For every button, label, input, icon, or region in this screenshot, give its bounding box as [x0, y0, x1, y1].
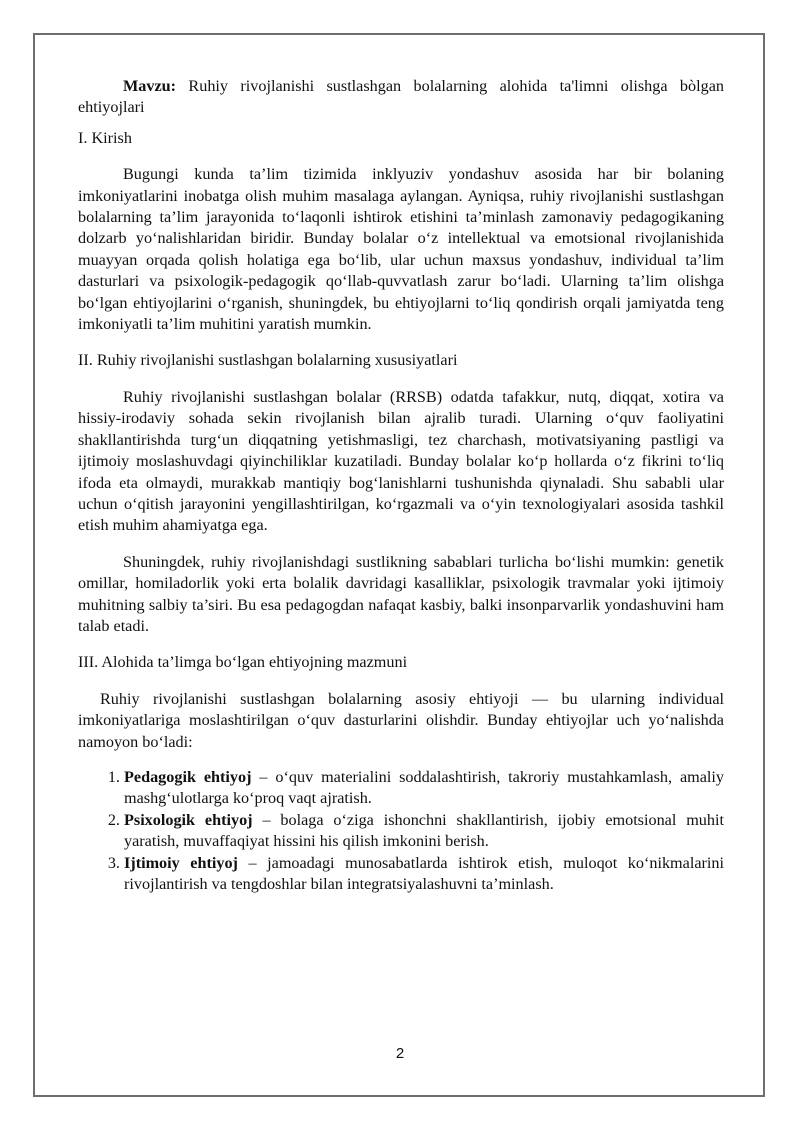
- features-paragraph-1: Ruhiy rivojlanishi sustlashgan bolalar (RRSB) odatda tafakkur, nutq, diqqat, xotira va hissiy-irodaviy sohada sekin rivojlanish bilan ajralib turadi. Ularning o‘quv faoliyatini shakllantirishda turg‘un diqqatning yetishmasligi, tez charchash, motivatsiyaning pastligi va ijtimoiy moslashuvdagi qiyinchiliklar kuzatiladi. Bunday bolalar ko‘p hollarda o‘z fikrini to‘liq ifoda eta olmaydi, murakkab mantiqiy bog‘lanishlarni tushunishda qiynaladi. Shu sababli ular uchun o‘qitish jarayonini yengillashtirilgan, ko‘rgazmali va o‘yin texnologiyalari asosida tashkil etish muhim ahamiyatga ega.: [78, 387, 724, 535]
- features-paragraph-2: Shuningdek, ruhiy rivojlanishdagi sustlikning sabablari turlicha bo‘lishi mumkin: genetik omillar, homiladorlik yoki erta bolalik davridagi kasalliklar, psixologik travmalar yoki ijtimoiy muhitning salbiy ta’siri. Bu esa pedagogdan nafaqat kasbiy, balki insonparvarlik yondashuvini ham talab etadi.: [78, 552, 724, 635]
- list-item-term: Ijtimoiy ehtiyoj: [124, 853, 238, 872]
- needs-paragraph: Ruhiy rivojlanishi sustlashgan bolalarning asosiy ehtiyoji — bu ularning individual imkoniyatlariga moslashtirilgan o‘quv dasturlarini olishdir. Bunday ehtiyojlar uch yo‘nalishda namoyon bo‘ladi:: [78, 689, 724, 751]
- list-item-desc: – o‘quv materialini soddalashtirish, takroriy mustahkamlash, amaliy mashg‘ulotlarga ko‘proq vaqt ajratish.: [124, 767, 725, 808]
- list-item: [124, 810, 724, 853]
- page-number: 2: [395, 1045, 405, 1062]
- list-item-term: Pedagogik ehtiyoj: [124, 767, 252, 786]
- list-item: [124, 767, 724, 810]
- section-heading-features: II. Ruhiy rivojlanishi sustlashgan bolalarning xususiyatlari: [78, 351, 458, 370]
- title-text: Ruhiy rivojlanishi sustlashgan bolalarning alohida ta'limni olishga bòlgan ehtiyojlari: [78, 77, 724, 117]
- document-title: [78, 76, 724, 119]
- list-item: [124, 853, 724, 896]
- document-body: [78, 76, 724, 895]
- section-heading-intro: I. Kirish: [78, 128, 132, 147]
- list-item-desc: – bolaga o‘ziga ishonchni shakllantirish, ijobiy emotsional muhit yaratish, muvaffaqiyat hissini his qilish imkonini berish.: [124, 810, 724, 851]
- section-heading-needs: III. Alohida ta’limga bo‘lgan ehtiyojning mazmuni: [78, 653, 408, 672]
- needs-list: [78, 767, 724, 895]
- list-item-term: Psixologik ehtiyoj: [124, 810, 253, 829]
- intro-paragraph: Bugungi kunda ta’lim tizimida inklyuziv yondashuv asosida har bir bolaning imkoniyatlarini inobatga olish muhim masalaga aylangan. Ayniqsa, ruhiy rivojlanishi sustlashgan bolalarning ta’lim jarayonida to‘laqonli ishtirok etishini ta’minlash zamonaviy pedagogikaning dolzarb yo‘nalishlaridan biridir. Bunday bolalar o‘z intellektual va emotsional rivojlanishida muayyan orqada qolish holatiga ega bo‘lib, ular uchun maxsus yondashuv, individual ta’lim dasturlari va psixologik-pedagogik qo‘llab-quvvatlash zarur bo‘ladi. Ularning ta’lim olishga bo‘lgan ehtiyojlarini o‘rganish, shuningdek, bu ehtiyojlarni to‘liq qondirish orqali jamiyatda teng imkoniyatli ta’lim muhitini yaratish mumkin.: [78, 165, 724, 334]
- title-label: Mavzu:: [123, 77, 177, 95]
- list-item-desc: – jamoadagi munosabatlarda ishtirok etish, muloqot ko‘nikmalarini rivojlantirish va tengdoshlar bilan integratsiyalashuvni ta’minlash.: [124, 853, 724, 893]
